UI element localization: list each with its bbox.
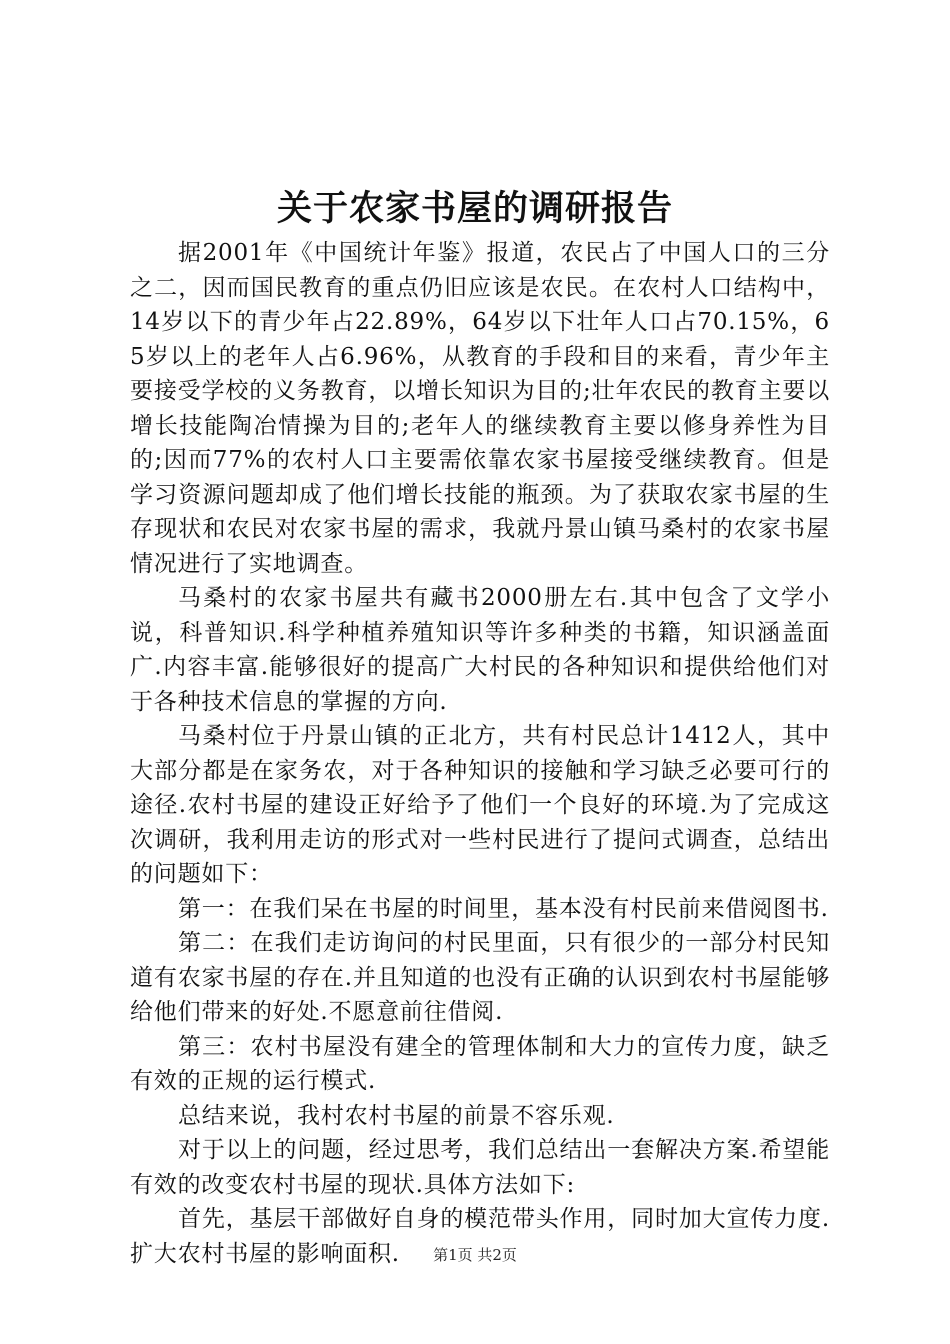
paragraph-problem-3: 第三：农村书屋没有建全的管理体制和大力的宣传力度，缺乏有效的正规的运行模式. — [130, 1033, 830, 1094]
document-title: 关于农家书屋的调研报告 — [276, 188, 673, 229]
paragraph-problem-2: 第二：在我们走访询问的村民里面，只有很少的一部分村民知道有农家书屋的存在.并且知道的也没有正确的认识到农村书屋能够给他们带来的好处.不愿意前往借阅. — [130, 930, 830, 1025]
document-body — [130, 236, 830, 1271]
paragraph-village: 马桑村位于丹景山镇的正北方，共有村民总计1412人，其中大部分都是在家务农，对于各种知识的接触和学习缺乏必要可行的途径.农村书屋的建设正好给予了他们一个良好的环境.为了完成这次调研，我利用走访的形式对一些村民进行了提问式调查，总结出的问题如下： — [130, 723, 830, 887]
page-number-footer: 第1页 共2页 — [433, 1246, 517, 1264]
paragraph-problem-1: 第一：在我们呆在书屋的时间里，基本没有村民前来借阅图书. — [178, 895, 829, 922]
paragraph-solution-intro: 对于以上的问题，经过思考，我们总结出一套解决方案.希望能有效的改变农村书屋的现状.具体方法如下: — [130, 1137, 830, 1198]
paragraph-intro: 据2001年《中国统计年鉴》报道，农民占了中国人口的三分之二，因而国民教育的重点仍旧应该是农民。在农村人口结构中，14岁以下的青少年占22.89%，64岁以下壮年人口占70.15%，65岁以上的老年人占6.96%，从教育的手段和目的来看，青少年主要接受学校的义务教育，以增长知识为目的;壮年农民的教育主要以增长技能陶冶情操为目的;老年人的继续教育主要以修身养性为目的;因而77%的农村人口主要需依靠农家书屋接受继续教育。但是学习资源问题却成了他们增长技能的瓶颈。为了获取农家书屋的生存现状和农民对农家书屋的需求，我就丹景山镇马桑村的农家书屋情况进行了实地调查。 — [130, 240, 830, 577]
paragraph-summary: 总结来说，我村农村书屋的前景不容乐观. — [178, 1102, 615, 1129]
paragraph-solution-1: 首先，基层干部做好自身的模范带头作用，同时加大宣传力度.扩大农村书屋的影响面积. — [130, 1206, 830, 1267]
paragraph-collection: 马桑村的农家书屋共有藏书2000册左右.其中包含了文学小说，科普知识.科学种植养殖知识等许多种类的书籍，知识涵盖面广.内容丰富.能够很好的提高广大村民的各种知识和提供给他们对于各种技术信息的掌握的方向. — [130, 585, 830, 715]
